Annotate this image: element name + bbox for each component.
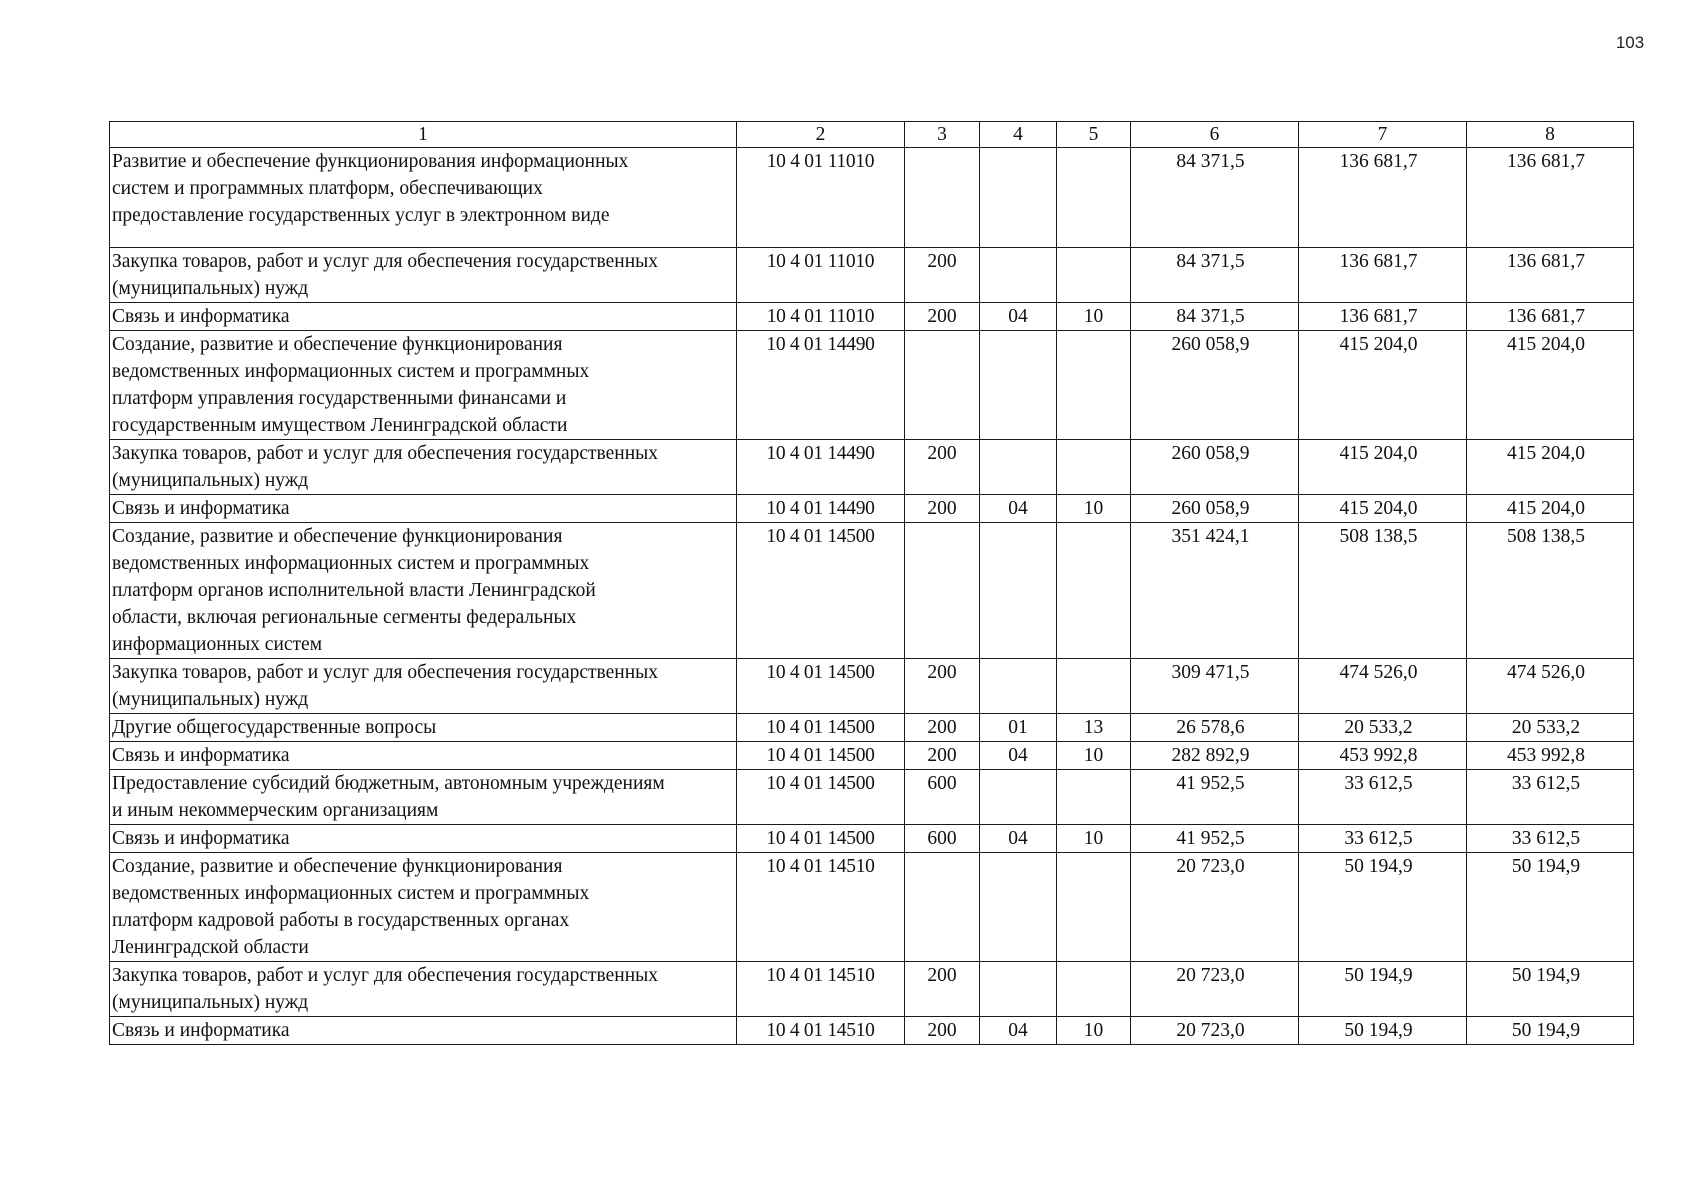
amount-value: 508 138,5 [1507, 526, 1585, 547]
amount-col7-cell [1299, 303, 1467, 331]
subsection-cell: 10 [1057, 495, 1131, 523]
amount-value: 136 681,7 [1339, 251, 1418, 272]
amount-col7-cell [1299, 659, 1467, 714]
amount-col7-cell [1299, 523, 1467, 659]
amount-value: 41 952,5 [1176, 828, 1245, 849]
table-row [110, 331, 1634, 440]
section-cell [980, 962, 1057, 1017]
amount-col8-cell [1467, 1017, 1634, 1045]
amount-col6-cell [1131, 742, 1299, 770]
amount-col7-cell [1299, 1017, 1467, 1045]
column-number-header: 2 [737, 122, 905, 148]
amount-col6-cell [1131, 248, 1299, 303]
amount-value: 33 612,5 [1344, 773, 1413, 794]
amount-value: 282 892,9 [1171, 745, 1250, 766]
amount-col6-cell [1131, 331, 1299, 440]
amount-value: 260 058,9 [1171, 334, 1250, 355]
amount-col7-cell [1299, 770, 1467, 825]
amount-col6-cell [1131, 714, 1299, 742]
table-row [110, 742, 1634, 770]
amount-value: 136 681,7 [1507, 151, 1585, 172]
row-name-cell: Связь и информатика [110, 825, 737, 853]
row-name-cell: Предоставление субсидий бюджетным, автономным учреждениям и иным некоммерческим организациям [110, 770, 737, 825]
amount-col7-cell [1299, 331, 1467, 440]
section-cell [980, 148, 1057, 248]
amount-col6-cell [1131, 303, 1299, 331]
expense-type-cell: 200 [905, 248, 980, 303]
section-cell [980, 523, 1057, 659]
section-cell: 01 [980, 714, 1057, 742]
target-article-code-cell: 10 4 01 11010 [737, 248, 905, 303]
amount-value: 84 371,5 [1176, 306, 1245, 327]
subsection-cell: 10 [1057, 303, 1131, 331]
amount-value: 50 194,9 [1344, 856, 1413, 877]
amount-col6-cell [1131, 1017, 1299, 1045]
expense-type-cell [905, 148, 980, 248]
table-row [110, 248, 1634, 303]
amount-col8-cell [1467, 770, 1634, 825]
target-article-code-cell: 10 4 01 14490 [737, 440, 905, 495]
amount-value: 351 424,1 [1171, 526, 1250, 547]
amount-value: 415 204,0 [1339, 334, 1418, 355]
amount-value: 136 681,7 [1507, 251, 1585, 272]
amount-value: 50 194,9 [1344, 1020, 1413, 1041]
table-row [110, 440, 1634, 495]
expense-type-cell: 200 [905, 303, 980, 331]
target-article-code-cell: 10 4 01 14510 [737, 1017, 905, 1045]
expense-type-cell [905, 331, 980, 440]
target-article-code-cell: 10 4 01 14500 [737, 825, 905, 853]
section-cell: 04 [980, 825, 1057, 853]
amount-col8-cell [1467, 659, 1634, 714]
amount-col7-cell [1299, 148, 1467, 248]
table-row [110, 962, 1634, 1017]
amount-value: 50 194,9 [1511, 965, 1581, 986]
table-row [110, 770, 1634, 825]
amount-value: 415 204,0 [1507, 443, 1585, 464]
table-row [110, 853, 1634, 962]
table-row [110, 495, 1634, 523]
amount-value: 20 723,0 [1176, 965, 1245, 986]
row-name-cell: Создание, развитие и обеспечение функционирования ведомственных информационных систем и программных платформ кадровой работы в государственных органах Ленинградской области [110, 853, 737, 962]
amount-value: 453 992,8 [1507, 745, 1585, 766]
section-cell [980, 248, 1057, 303]
amount-value: 474 526,0 [1339, 662, 1418, 683]
amount-col6-cell [1131, 659, 1299, 714]
target-article-code-cell: 10 4 01 14500 [737, 742, 905, 770]
amount-col6-cell [1131, 853, 1299, 962]
row-name-cell: Создание, развитие и обеспечение функционирования ведомственных информационных систем и программных платформ органов исполнительной власти Ленинградской области, включая региональные сегменты федеральных информационных систем [110, 523, 737, 659]
subsection-cell [1057, 148, 1131, 248]
section-cell [980, 331, 1057, 440]
expense-type-cell: 200 [905, 495, 980, 523]
section-cell: 04 [980, 1017, 1057, 1045]
section-cell: 04 [980, 495, 1057, 523]
amount-value: 136 681,7 [1507, 306, 1585, 327]
column-number-header: 8 [1467, 122, 1634, 148]
section-cell [980, 770, 1057, 825]
amount-col7-cell [1299, 853, 1467, 962]
amount-value: 50 194,9 [1511, 856, 1581, 877]
amount-col8-cell [1467, 248, 1634, 303]
subsection-cell [1057, 523, 1131, 659]
amount-col7-cell [1299, 825, 1467, 853]
budget-table [109, 121, 1634, 1045]
amount-col8-cell [1467, 825, 1634, 853]
amount-col8-cell [1467, 853, 1634, 962]
amount-value: 474 526,0 [1507, 662, 1585, 683]
table-row [110, 659, 1634, 714]
row-name-cell: Создание, развитие и обеспечение функционирования ведомственных информационных систем и программных платформ управления государственными финансами и государственным имуществом Ленинградской области [110, 331, 737, 440]
amount-value: 260 058,9 [1171, 498, 1250, 519]
column-number-header: 3 [905, 122, 980, 148]
amount-value: 33 612,5 [1344, 828, 1413, 849]
amount-col8-cell [1467, 523, 1634, 659]
table-row [110, 148, 1634, 248]
amount-col6-cell [1131, 523, 1299, 659]
amount-value: 50 194,9 [1511, 1020, 1581, 1041]
row-name-cell: Развитие и обеспечение функционирования информационных систем и программных платформ, обеспечивающих предоставление государственных услуг в электронном виде [110, 148, 737, 248]
row-name-cell: Связь и информатика [110, 303, 737, 331]
subsection-cell [1057, 248, 1131, 303]
amount-col8-cell [1467, 331, 1634, 440]
column-number-header: 4 [980, 122, 1057, 148]
amount-col6-cell [1131, 770, 1299, 825]
amount-value: 20 533,2 [1344, 717, 1413, 738]
amount-col8-cell [1467, 303, 1634, 331]
amount-col6-cell [1131, 440, 1299, 495]
amount-value: 309 471,5 [1171, 662, 1250, 683]
amount-col8-cell [1467, 962, 1634, 1017]
amount-value: 41 952,5 [1176, 773, 1245, 794]
column-number-header: 5 [1057, 122, 1131, 148]
amount-col6-cell [1131, 148, 1299, 248]
table-row [110, 523, 1634, 659]
column-number-header: 1 [110, 122, 737, 148]
subsection-cell: 13 [1057, 714, 1131, 742]
target-article-code-cell: 10 4 01 14500 [737, 770, 905, 825]
amount-value: 415 204,0 [1339, 498, 1418, 519]
expense-type-cell: 200 [905, 440, 980, 495]
expense-type-cell: 200 [905, 714, 980, 742]
amount-col8-cell [1467, 742, 1634, 770]
row-name-cell: Связь и информатика [110, 1017, 737, 1045]
target-article-code-cell: 10 4 01 14510 [737, 853, 905, 962]
table-body [110, 122, 1634, 1045]
amount-value: 33 612,5 [1511, 773, 1581, 794]
amount-col8-cell [1467, 495, 1634, 523]
amount-col6-cell [1131, 962, 1299, 1017]
expense-type-cell: 600 [905, 770, 980, 825]
amount-value: 84 371,5 [1176, 151, 1245, 172]
subsection-cell [1057, 331, 1131, 440]
amount-value: 20 723,0 [1176, 856, 1245, 877]
amount-col7-cell [1299, 248, 1467, 303]
target-article-code-cell: 10 4 01 11010 [737, 148, 905, 248]
section-cell: 04 [980, 742, 1057, 770]
table-row [110, 714, 1634, 742]
section-cell: 04 [980, 303, 1057, 331]
expense-type-cell: 200 [905, 659, 980, 714]
target-article-code-cell: 10 4 01 11010 [737, 303, 905, 331]
amount-col8-cell [1467, 148, 1634, 248]
amount-col7-cell [1299, 714, 1467, 742]
amount-col7-cell [1299, 495, 1467, 523]
expense-type-cell [905, 853, 980, 962]
row-name-cell: Связь и информатика [110, 495, 737, 523]
amount-value: 508 138,5 [1339, 526, 1418, 547]
subsection-cell [1057, 659, 1131, 714]
subsection-cell [1057, 770, 1131, 825]
amount-value: 20 533,2 [1511, 717, 1581, 738]
section-cell [980, 440, 1057, 495]
target-article-code-cell: 10 4 01 14510 [737, 962, 905, 1017]
amount-col6-cell [1131, 825, 1299, 853]
amount-value: 415 204,0 [1507, 498, 1585, 519]
amount-col7-cell [1299, 742, 1467, 770]
expense-type-cell: 600 [905, 825, 980, 853]
table-row [110, 1017, 1634, 1045]
subsection-cell [1057, 853, 1131, 962]
row-name-cell: Закупка товаров, работ и услуг для обеспечения государственных (муниципальных) нужд [110, 440, 737, 495]
column-number-header-row [110, 122, 1634, 148]
row-name-cell: Закупка товаров, работ и услуг для обеспечения государственных (муниципальных) нужд [110, 962, 737, 1017]
page-number: 103 [1615, 33, 1645, 52]
target-article-code-cell: 10 4 01 14490 [737, 331, 905, 440]
amount-value: 136 681,7 [1339, 306, 1418, 327]
amount-value: 50 194,9 [1344, 965, 1413, 986]
amount-col6-cell [1131, 495, 1299, 523]
amount-value: 453 992,8 [1339, 745, 1418, 766]
expense-type-cell: 200 [905, 962, 980, 1017]
expense-type-cell [905, 523, 980, 659]
amount-value: 84 371,5 [1176, 251, 1245, 272]
row-name-cell: Другие общегосударственные вопросы [110, 714, 737, 742]
section-cell [980, 853, 1057, 962]
amount-value: 26 578,6 [1176, 717, 1245, 738]
expense-type-cell: 200 [905, 742, 980, 770]
subsection-cell [1057, 440, 1131, 495]
amount-col7-cell [1299, 962, 1467, 1017]
row-name-cell: Закупка товаров, работ и услуг для обеспечения государственных (муниципальных) нужд [110, 248, 737, 303]
target-article-code-cell: 10 4 01 14500 [737, 659, 905, 714]
subsection-cell: 10 [1057, 825, 1131, 853]
amount-value: 260 058,9 [1171, 443, 1250, 464]
target-article-code-cell: 10 4 01 14500 [737, 523, 905, 659]
column-number-header: 7 [1299, 122, 1467, 148]
section-cell [980, 659, 1057, 714]
target-article-code-cell: 10 4 01 14490 [737, 495, 905, 523]
amount-col8-cell [1467, 440, 1634, 495]
target-article-code-cell: 10 4 01 14500 [737, 714, 905, 742]
row-name-cell: Закупка товаров, работ и услуг для обеспечения государственных (муниципальных) нужд [110, 659, 737, 714]
table-row [110, 303, 1634, 331]
subsection-cell: 10 [1057, 742, 1131, 770]
amount-value: 415 204,0 [1507, 334, 1585, 355]
subsection-cell: 10 [1057, 1017, 1131, 1045]
amount-col8-cell [1467, 714, 1634, 742]
amount-col7-cell [1299, 440, 1467, 495]
amount-value: 33 612,5 [1511, 828, 1581, 849]
expense-type-cell: 200 [905, 1017, 980, 1045]
amount-value: 20 723,0 [1176, 1020, 1245, 1041]
subsection-cell [1057, 962, 1131, 1017]
table-row [110, 825, 1634, 853]
amount-value: 415 204,0 [1339, 443, 1418, 464]
row-name-cell: Связь и информатика [110, 742, 737, 770]
amount-value: 136 681,7 [1339, 151, 1418, 172]
column-number-header: 6 [1131, 122, 1299, 148]
